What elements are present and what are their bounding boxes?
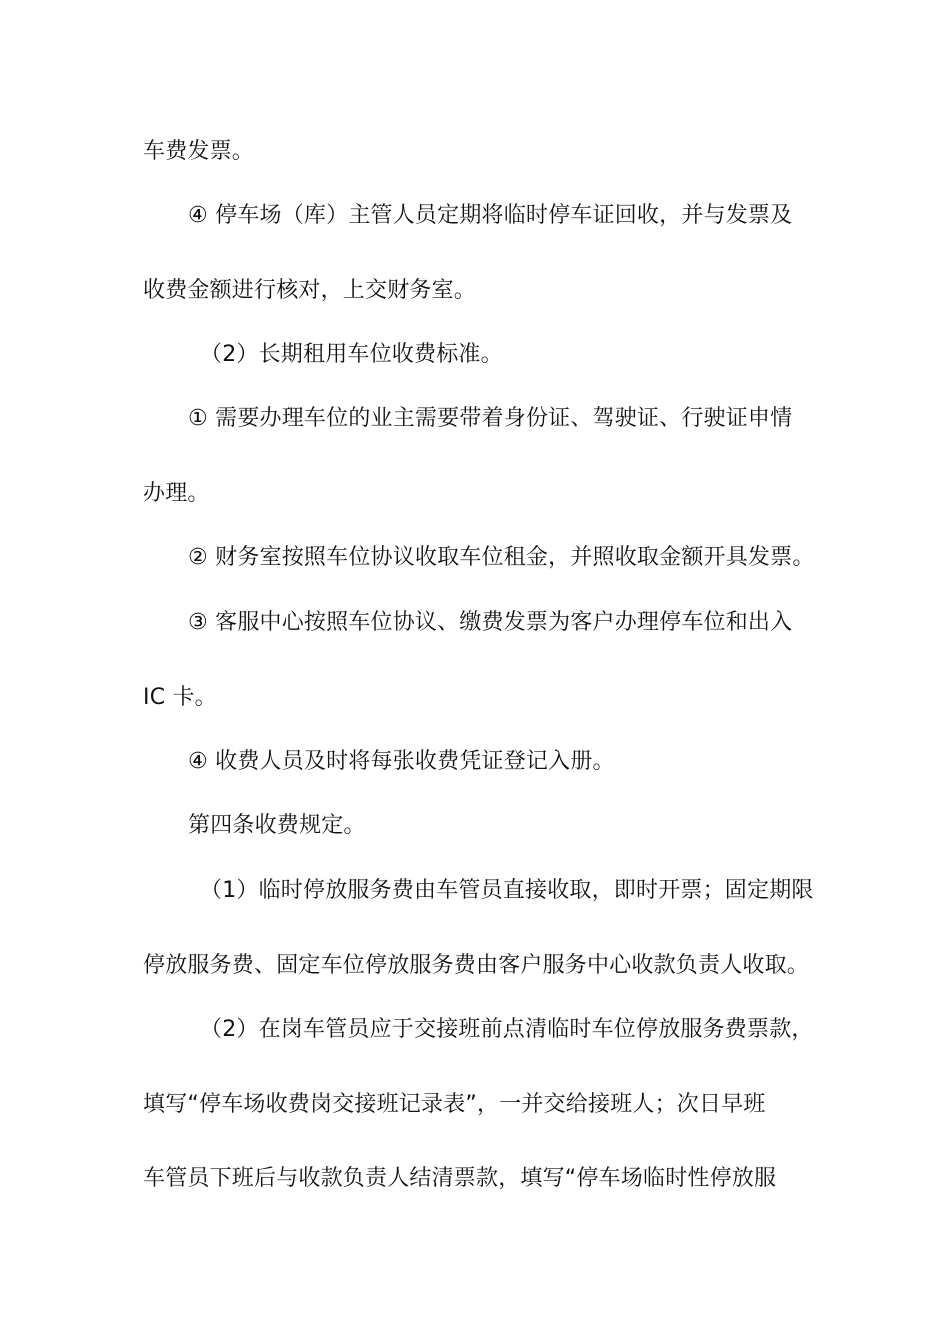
text-line: （2）长期租用车位收费标准。: [200, 342, 503, 367]
text-line: （2）在岗车管员应于交接班前点清临时车位停放服务费票款，: [200, 1017, 814, 1042]
text-line: ④ 收费人员及时将每张收费凭证登记入册。: [188, 749, 615, 774]
text-line: 停放服务费、固定车位停放服务费由客户服务中心收款负责人收取。: [143, 953, 810, 978]
text-line: 收费金额进行核对，上交财务室。: [143, 278, 477, 303]
text-line: IC 卡。: [143, 685, 217, 710]
text-line: 填写“停车场收费岗交接班记录表”，一并交给接班人；次日早班: [143, 1092, 766, 1117]
text-line: （1）临时停放服务费由车管员直接收取，即时开票；固定期限: [200, 878, 814, 903]
text-line: ④ 停车场（库）主管人员定期将临时停车证回收，并与发票及: [188, 203, 793, 228]
text-line: 办理。: [143, 481, 210, 506]
text-line: 车费发票。: [143, 139, 255, 164]
text-line: ① 需要办理车位的业主需要带着身份证、驾驶证、行驶证申情: [188, 406, 793, 431]
text-line: ② 财务室按照车位协议收取车位租金，并照收取金额开具发票。: [188, 545, 815, 570]
text-line: 车管员下班后与收款负责人结清票款，填写“停车场临时性停放服: [143, 1166, 777, 1191]
text-line: ③ 客服中心按照车位协议、缴费发票为客户办理停车位和出入: [188, 610, 793, 635]
text-line: 第四条收费规定。: [188, 813, 366, 838]
